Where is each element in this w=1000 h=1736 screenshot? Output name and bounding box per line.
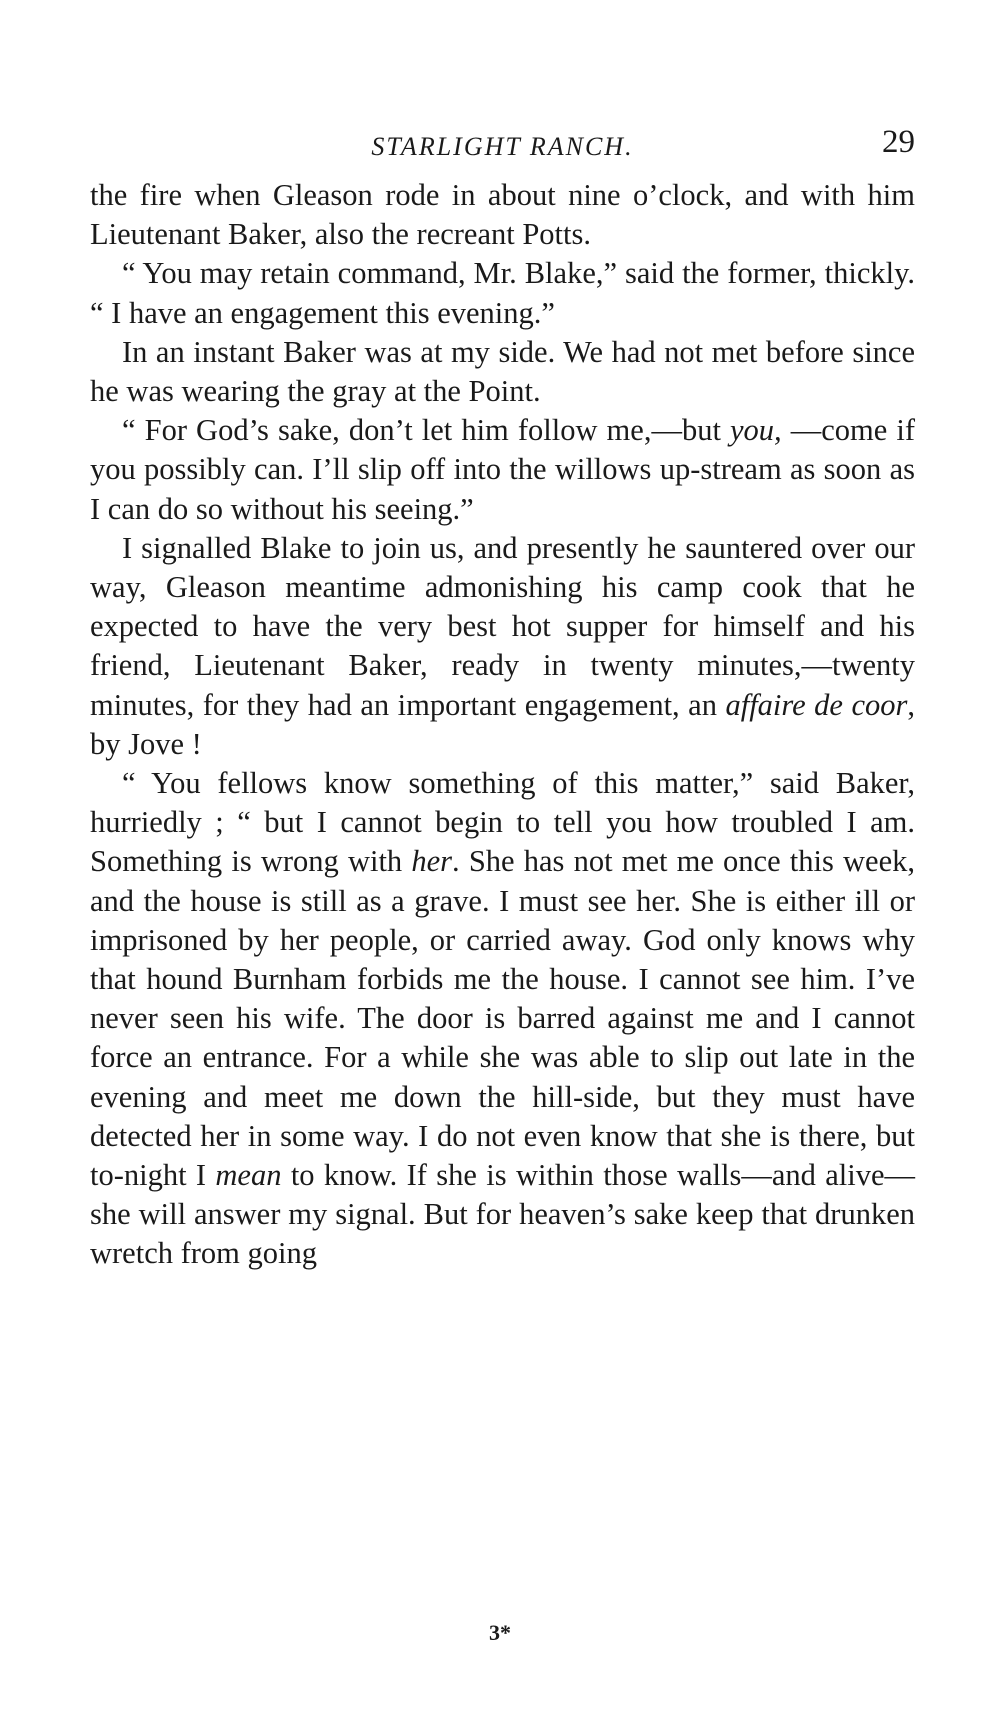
italic-text-run: her [411,844,453,879]
paragraph [90,176,915,254]
italic-text-run: mean [215,1158,282,1193]
paragraph [90,411,915,529]
text-run: to know. If she is within those walls—and alive—she will answer my signal. But for heaven’s sake keep that drunken wretch from going [90,1158,915,1271]
text-run: “ You fellows know something of this matter,” said Baker, hurriedly ; “ but I cannot begin to tell you how troubled I am. Something is wrong with [90,766,915,879]
paragraph [90,764,915,1274]
text-run: “ You may retain command, Mr. Blake,” said the former, thickly. “ I have an engagement this evening.” [90,256,915,330]
page-number: 29 [882,124,915,160]
text-run: , by Jove ! [90,687,916,761]
signature-mark: 3* [489,1620,511,1645]
text-run: In an instant Baker was at my side. We had not met before since he was wearing the gray at the Point. [90,334,915,409]
body-text [90,176,915,1274]
paragraph [90,333,915,411]
paragraph [90,529,915,764]
italic-text-run: affaire de coor [725,687,908,722]
text-run: “ For God’s sake, don’t let him follow me,—but [122,413,730,448]
italic-text-run: you, [730,413,782,448]
text-run: —come if you possibly can. I’ll slip off into the willows up-stream as soon as I can do so without his seeing.” [90,413,915,526]
running-title: STARLIGHT RANCH. [371,132,634,161]
text-run: the fire when Gleason rode in about nine o’clock, and with him Lieutenant Baker, also the recreant Potts. [90,178,915,252]
text-run: I signalled Blake to join us, and presently he sauntered over our way, Gleason meantime admonishing his camp cook that he expected to have the very best hot supper for himself and his friend, Lieutenant Baker, ready in twenty minutes,—twenty minutes, for they had an important engagement, an [90,530,915,722]
paragraph [90,254,915,332]
running-head [90,120,915,170]
text-run: . She has not met me once this week, and the house is still as a grave. I must see her. She is either ill or imprisoned by her people, or carried away. God only knows why that hound Burnham forbids me the house. I cannot see him. I’ve never seen his wife. The door is barred against me and I cannot force an entrance. For a while she was able to slip out late in the evening and meet me down the hill-side, but they must have detected her in some way. I do not even know that she is there, but to-night I [90,844,916,1193]
